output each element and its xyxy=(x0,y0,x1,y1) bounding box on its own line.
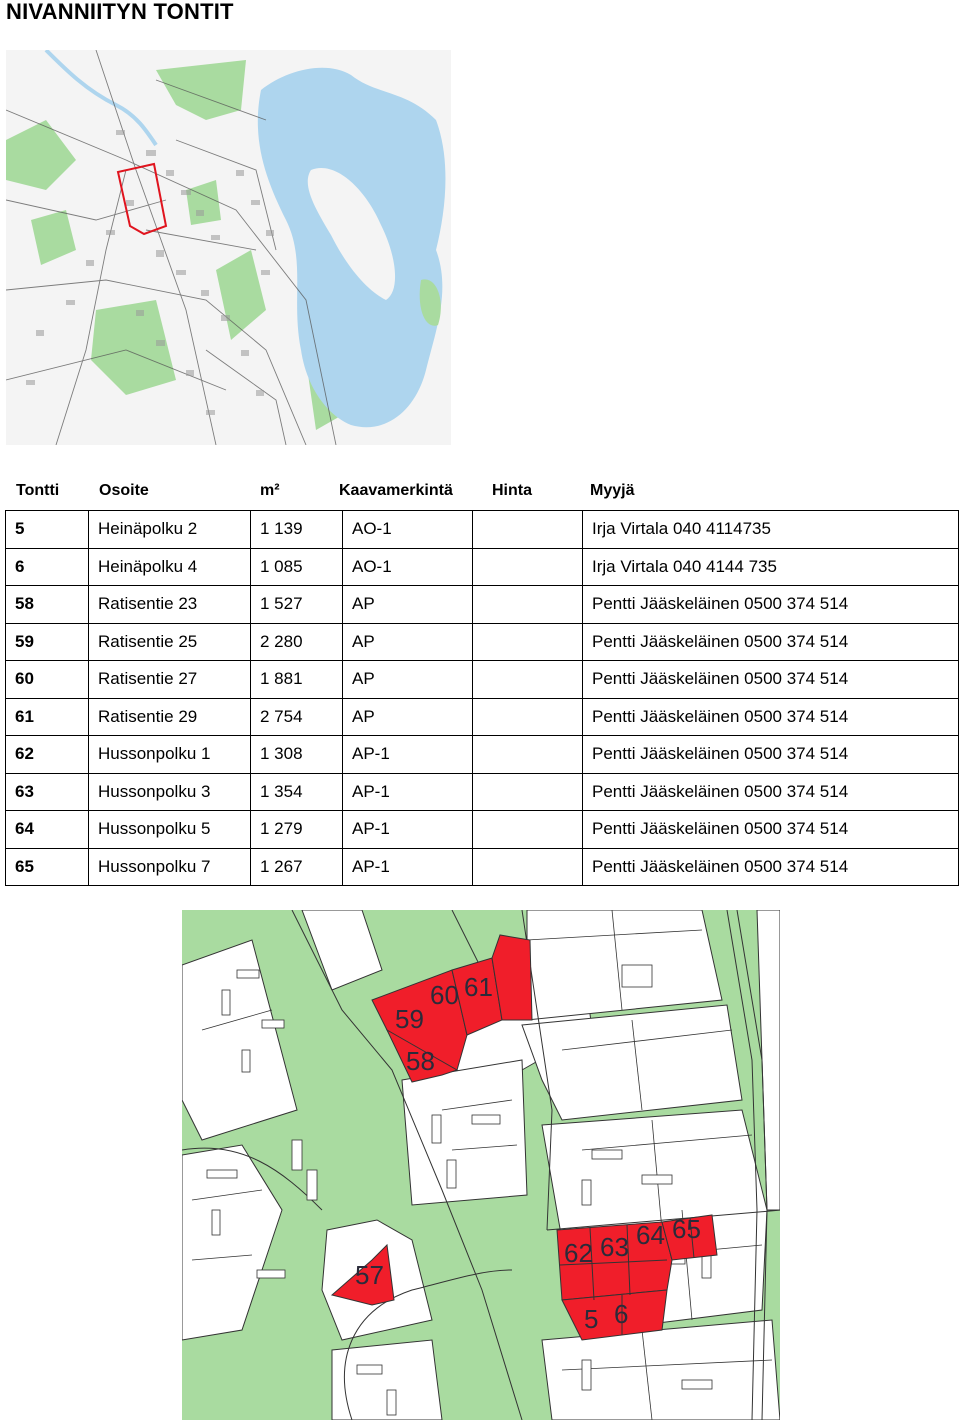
overview-map xyxy=(6,50,451,445)
plot-address: Hussonpolku 7 xyxy=(89,848,251,886)
plot-number: 60 xyxy=(6,661,89,699)
plot-price xyxy=(473,811,583,849)
plot-label-58: 58 xyxy=(406,1046,435,1076)
plot-price xyxy=(473,773,583,811)
plot-area: 1 267 xyxy=(251,848,343,886)
plot-number: 58 xyxy=(6,586,89,624)
page-title: NIVANNIITYN TONTIT xyxy=(6,0,234,24)
plot-price xyxy=(473,698,583,736)
plot-zoning: AO-1 xyxy=(343,511,473,549)
plot-address: Heinäpolku 4 xyxy=(89,548,251,586)
plots-table xyxy=(5,510,959,886)
plot-seller: Irja Virtala 040 4114735 xyxy=(583,511,959,549)
plot-seller: Pentti Jääskeläinen 0500 374 514 xyxy=(583,736,959,774)
plot-area: 1 308 xyxy=(251,736,343,774)
plot-address: Hussonpolku 1 xyxy=(89,736,251,774)
plot-number: 6 xyxy=(6,548,89,586)
plot-label-57: 57 xyxy=(355,1260,384,1290)
plot-area: 1 881 xyxy=(251,661,343,699)
table-row xyxy=(6,698,959,736)
plot-price xyxy=(473,623,583,661)
table-row xyxy=(6,623,959,661)
plot-area: 1 085 xyxy=(251,548,343,586)
plot-zoning: AP xyxy=(343,698,473,736)
plot-zoning: AP xyxy=(343,586,473,624)
plot-zoning: AP-1 xyxy=(343,848,473,886)
table-row xyxy=(6,511,959,549)
plot-price xyxy=(473,511,583,549)
plot-address: Heinäpolku 2 xyxy=(89,511,251,549)
plot-area: 1 354 xyxy=(251,773,343,811)
plot-label-5: 5 xyxy=(584,1304,599,1334)
plot-label-60: 60 xyxy=(430,980,459,1010)
header-address: Osoite xyxy=(99,482,149,499)
plot-area: 2 754 xyxy=(251,698,343,736)
plot-number: 59 xyxy=(6,623,89,661)
plot-label-6: 6 xyxy=(614,1299,629,1329)
plot-address: Ratisentie 27 xyxy=(89,661,251,699)
plot-area: 1 279 xyxy=(251,811,343,849)
plot-price xyxy=(473,736,583,774)
plot-price xyxy=(473,848,583,886)
table-row xyxy=(6,586,959,624)
plot-number: 64 xyxy=(6,811,89,849)
plot-seller: Pentti Jääskeläinen 0500 374 514 xyxy=(583,586,959,624)
plot-number: 63 xyxy=(6,773,89,811)
plot-seller: Pentti Jääskeläinen 0500 374 514 xyxy=(583,811,959,849)
plot-address: Hussonpolku 3 xyxy=(89,773,251,811)
plot-number: 5 xyxy=(6,511,89,549)
plot-seller: Pentti Jääskeläinen 0500 374 514 xyxy=(583,661,959,699)
table-row xyxy=(6,811,959,849)
plot-seller: Pentti Jääskeläinen 0500 374 514 xyxy=(583,773,959,811)
plot-address: Ratisentie 25 xyxy=(89,623,251,661)
plot-zoning: AP-1 xyxy=(343,736,473,774)
plot-label-64: 64 xyxy=(636,1220,665,1250)
plot-number: 65 xyxy=(6,848,89,886)
plot-label-61: 61 xyxy=(464,972,493,1002)
plot-area: 1 527 xyxy=(251,586,343,624)
header-plot: Tontti xyxy=(16,482,60,499)
plot-price xyxy=(473,661,583,699)
plot-zoning: AP-1 xyxy=(343,773,473,811)
plot-address: Ratisentie 29 xyxy=(89,698,251,736)
table-row xyxy=(6,661,959,699)
header-area: m² xyxy=(260,482,280,499)
table-row xyxy=(6,773,959,811)
plot-zoning: AO-1 xyxy=(343,548,473,586)
table-row xyxy=(6,736,959,774)
header-seller: Myyjä xyxy=(590,482,635,499)
plot-price xyxy=(473,586,583,624)
table-row xyxy=(6,848,959,886)
detail-map xyxy=(182,910,780,1420)
plot-area: 2 280 xyxy=(251,623,343,661)
plot-area: 1 139 xyxy=(251,511,343,549)
plot-label-59: 59 xyxy=(395,1004,424,1034)
header-price: Hinta xyxy=(492,482,532,499)
plot-seller: Pentti Jääskeläinen 0500 374 514 xyxy=(583,698,959,736)
plot-address: Hussonpolku 5 xyxy=(89,811,251,849)
plot-zoning: AP-1 xyxy=(343,811,473,849)
plot-price xyxy=(473,548,583,586)
plot-label-63: 63 xyxy=(600,1232,629,1262)
plot-seller: Pentti Jääskeläinen 0500 374 514 xyxy=(583,623,959,661)
plot-address: Ratisentie 23 xyxy=(89,586,251,624)
plot-seller: Pentti Jääskeläinen 0500 374 514 xyxy=(583,848,959,886)
table-row xyxy=(6,548,959,586)
plot-number: 62 xyxy=(6,736,89,774)
header-zoning: Kaavamerkintä xyxy=(339,482,453,499)
plot-label-65: 65 xyxy=(672,1214,701,1244)
plot-label-62: 62 xyxy=(564,1238,593,1268)
plot-seller: Irja Virtala 040 4144 735 xyxy=(583,548,959,586)
plot-zoning: AP xyxy=(343,661,473,699)
plot-number: 61 xyxy=(6,698,89,736)
plot-zoning: AP xyxy=(343,623,473,661)
